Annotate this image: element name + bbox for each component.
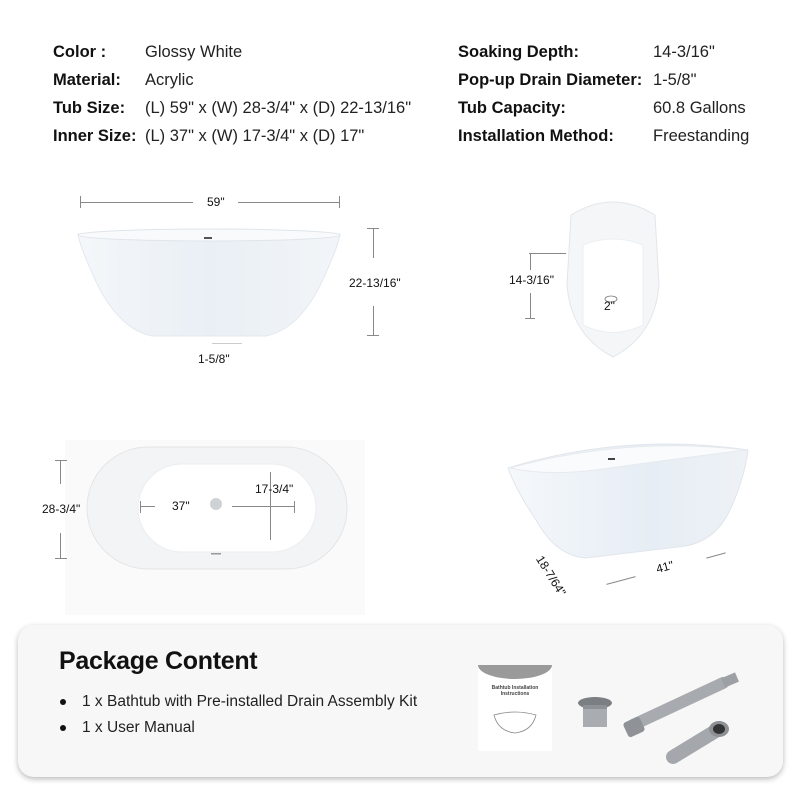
spec-value: Freestanding (653, 126, 750, 145)
spec-value: Glossy White (145, 42, 243, 61)
package-title: Package Content (59, 647, 258, 675)
spec-label: Soaking Depth: (458, 42, 580, 61)
dimension-tick (294, 501, 295, 513)
spec-row-soaking-depth (458, 38, 749, 66)
spec-table-left (53, 38, 411, 150)
spec-row-capacity (458, 94, 749, 122)
package-item-text: 1 x Bathtub with Pre-installed Drain Assembly Kit (82, 693, 418, 710)
dimension-line (529, 253, 566, 254)
spec-row-color (53, 38, 411, 66)
base-length-label: 41" (654, 557, 676, 577)
dimension-line (373, 306, 374, 336)
dimension-line (606, 576, 635, 585)
dimension-line (60, 460, 61, 484)
base-width-label: 18-7/64" (533, 553, 569, 599)
dimension-line (140, 506, 155, 507)
dimension-tick (140, 501, 141, 513)
spec-label: Installation Method: (458, 126, 614, 145)
spec-value: 60.8 Gallons (653, 98, 746, 117)
spec-value: (L) 59" x (W) 28-3/4" x (D) 22-13/16" (145, 98, 412, 117)
spec-row-tub-size (53, 94, 411, 122)
package-item (60, 689, 417, 715)
spec-table-right (458, 38, 749, 150)
width-label: 28-3/4" (42, 502, 81, 516)
manual-arc-decoration (478, 665, 552, 679)
inner-width-label: 17-3/4" (255, 482, 294, 496)
dimension-tick (525, 318, 535, 319)
tub-side-image (76, 228, 342, 340)
dimension-line (80, 202, 193, 203)
package-item-text: 1 x User Manual (82, 719, 195, 736)
dimension-line (530, 253, 531, 270)
inner-length-label: 37" (172, 499, 190, 513)
package-items (60, 689, 417, 741)
bullet-icon (60, 725, 66, 731)
spec-row-installation (458, 122, 749, 150)
pop-up-drain-image (575, 695, 615, 731)
package-item (60, 715, 417, 741)
dimension-tick (55, 460, 67, 461)
user-manual-image (478, 665, 552, 751)
spec-label: Material: (53, 70, 121, 89)
tub-perspective-image (506, 440, 752, 560)
dimension-line (373, 228, 374, 258)
dimension-tick (339, 196, 340, 208)
spec-row-inner-size (53, 122, 411, 150)
dimension-line (530, 293, 531, 318)
spec-value: 1-5/8" (653, 70, 697, 89)
spec-row-drain-diameter (458, 66, 749, 94)
spec-value: (L) 37" x (W) 17-3/4" x (D) 17" (145, 126, 365, 145)
height-label: 22-13/16" (349, 276, 401, 290)
drain-hose-assembly-image (623, 665, 743, 765)
spec-label: Tub Size: (53, 98, 126, 117)
tub-top-image (86, 446, 348, 570)
spec-label: Tub Capacity: (458, 98, 566, 117)
dimension-line (232, 506, 294, 507)
spec-label: Pop-up Drain Diameter: (458, 70, 643, 89)
manual-tub-sketch (492, 709, 538, 735)
bullet-icon (60, 699, 66, 705)
manual-title: Bathtub Installation Instructions (491, 685, 539, 697)
spec-value: 14-3/16" (653, 42, 715, 61)
length-label: 59" (207, 195, 225, 209)
drain-label: 1-5/8" (198, 352, 230, 366)
spec-label: Color : (53, 42, 107, 61)
dimension-line (60, 533, 61, 558)
drain-size-label: 2" (604, 299, 615, 313)
soaking-depth-label: 14-3/16" (509, 273, 554, 287)
drain-pointer (212, 343, 242, 344)
package-content-panel (18, 625, 783, 777)
spec-row-material (53, 66, 411, 94)
spec-value: Acrylic (145, 70, 194, 89)
dimension-tick (55, 558, 67, 559)
dimension-tick (367, 335, 379, 336)
tub-end-image (563, 195, 663, 360)
spec-label: Inner Size: (53, 126, 137, 145)
dimension-line (238, 202, 340, 203)
